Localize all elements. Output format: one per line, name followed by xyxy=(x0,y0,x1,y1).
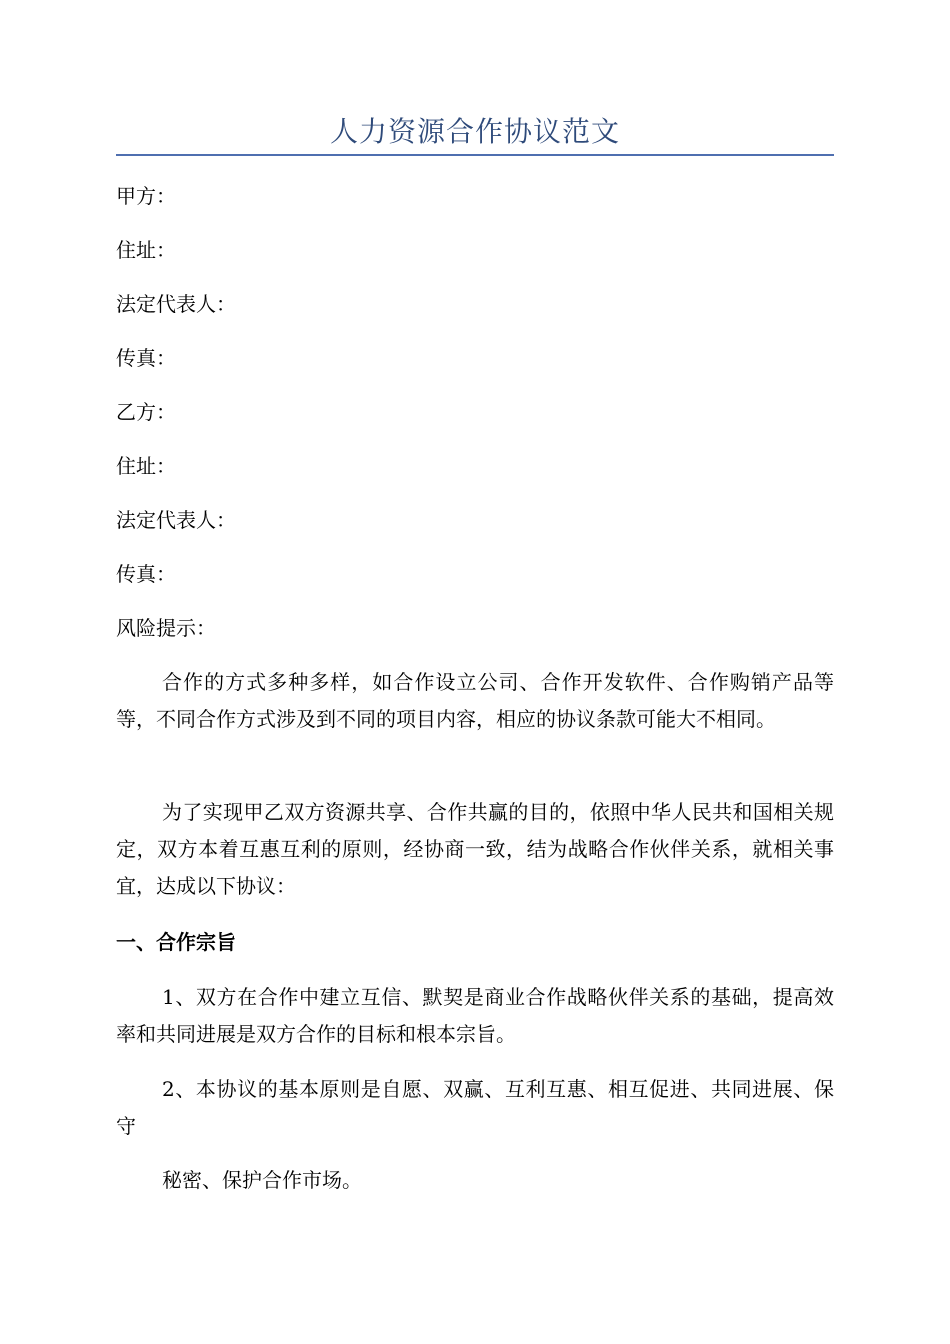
party-a-name-label: 甲方： xyxy=(116,184,176,208)
party-b-representative-label: 法定代表人： xyxy=(116,508,236,532)
risk-label: 风险提示： xyxy=(116,616,216,640)
party-b-name-label: 乙方： xyxy=(116,400,176,424)
party-a-address-label: 住址： xyxy=(116,238,176,262)
party-b-fax-label: 传真： xyxy=(116,562,176,586)
title-underline xyxy=(116,154,834,156)
clause-1: 1、双方在合作中建立互信、默契是商业合作战略伙伴关系的基础，提高效率和共同进展是双方合作的目标和根本宗旨。 xyxy=(116,985,834,1046)
intro-paragraph: 为了实现甲乙双方资源共享、合作共赢的目的，依照中华人民共和国相关规定，双方本着互惠互利的原则，经协商一致，结为战略合作伙伴关系，就相关事宜，达成以下协议： xyxy=(116,800,834,898)
party-a-fax-label: 传真： xyxy=(116,346,176,370)
clause-2-continuation: 秘密、保护合作市场。 xyxy=(162,1168,362,1192)
party-b-address-label: 住址： xyxy=(116,454,176,478)
document-title: 人力资源合作协议范文 xyxy=(329,115,620,148)
clause-2: 2、本协议的基本原则是自愿、双赢、互利互惠、相互促进、共同进展、保守 xyxy=(116,1077,834,1138)
section-heading-purpose: 一、合作宗旨 xyxy=(116,930,236,954)
risk-paragraph: 合作的方式多种多样，如合作设立公司、合作开发软件、合作购销产品等等，不同合作方式涉及到不同的项目内容，相应的协议条款可能大不相同。 xyxy=(116,670,834,731)
party-a-representative-label: 法定代表人： xyxy=(116,292,236,316)
